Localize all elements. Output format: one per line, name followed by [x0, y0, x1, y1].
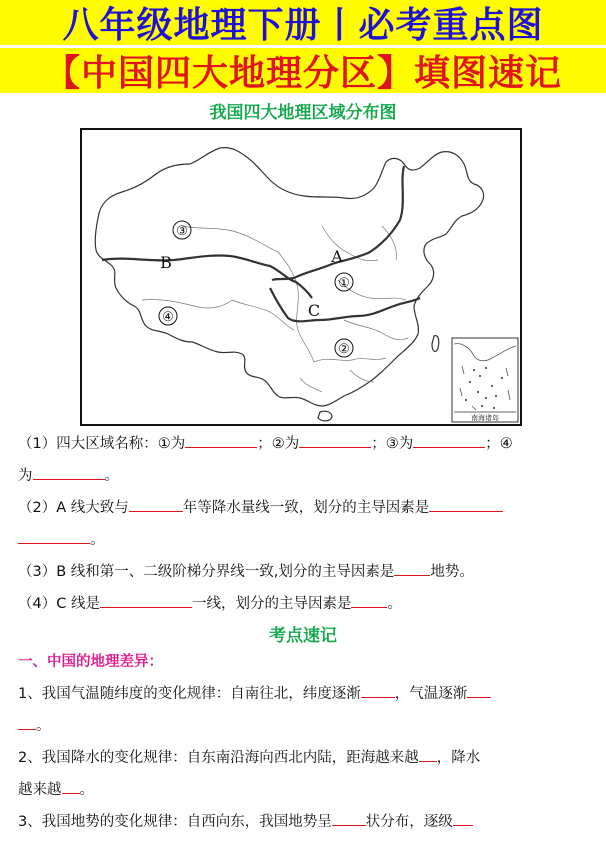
section-subtitle: 一、中国的地理差异：: [18, 654, 163, 670]
title-banner: [0, 0, 606, 45]
region-2-label: ②: [338, 342, 350, 357]
answer-blank[interactable]: [467, 684, 491, 698]
answer-blank[interactable]: [413, 434, 485, 448]
region-1-label: ①: [338, 276, 350, 291]
point-1: 1、我国气温随纬度的变化规律：自南往北，纬度逐渐 ，气温逐渐: [18, 684, 588, 704]
question-1-cont: 为 。: [18, 468, 119, 484]
answer-blank[interactable]: [33, 466, 105, 480]
answer-blank[interactable]: [62, 780, 80, 794]
point-1-cont: 。: [18, 716, 588, 736]
answer-blank[interactable]: [185, 434, 257, 448]
answer-blank[interactable]: [429, 498, 503, 512]
question-4: （4）C 线是 一线，划分的主导因素是 。: [18, 596, 402, 612]
question-1: （1）四大区域名称：①为 ；②为 ；③为 ；④: [18, 436, 513, 452]
province-borders: [142, 226, 408, 392]
line-a-label: A: [331, 247, 343, 266]
section-title: 考点速记: [269, 626, 337, 646]
answer-blank[interactable]: [361, 684, 395, 698]
point-2-cont: 越来越 。: [18, 782, 94, 798]
china-regions-map: [80, 128, 522, 426]
question-2-cont: 。: [18, 530, 588, 550]
south-china-sea-inset: [452, 338, 518, 422]
question-3: （3）B 线和第一、二级阶梯分界线一致,划分的主导因素是 地势。: [18, 564, 474, 580]
answer-blank[interactable]: [100, 594, 192, 608]
line-b-label: B: [160, 253, 172, 272]
map-title: 我国四大地理区域分布图: [209, 103, 397, 123]
answer-blank[interactable]: [129, 498, 183, 512]
region-3-label: ③: [176, 224, 188, 239]
taiwan-island: [432, 336, 439, 352]
answer-blank[interactable]: [453, 812, 473, 826]
line-c-label: C: [307, 301, 321, 320]
point-3: 3、我国地势的变化规律：自西向东，我国地势呈 状分布，逐级: [18, 812, 588, 832]
answer-blank[interactable]: [299, 434, 371, 448]
answer-blank[interactable]: [351, 594, 387, 608]
subtitle-banner: [0, 48, 606, 93]
answer-blank[interactable]: [394, 562, 430, 576]
china-outline: [95, 148, 483, 406]
answer-blank[interactable]: [18, 716, 36, 730]
line-b: [102, 255, 312, 298]
answer-blank[interactable]: [419, 748, 437, 762]
map-svg: [82, 130, 520, 424]
question-2: （2）A 线大致与 年等降水量线一致，划分的主导因素是: [18, 498, 588, 518]
answer-blank[interactable]: [18, 530, 90, 544]
region-4-label: ④: [162, 310, 174, 325]
answer-blank[interactable]: [332, 812, 366, 826]
hainan-island: [318, 411, 332, 421]
inset-caption: 南海诸岛: [471, 414, 499, 422]
sub-title: 【中国四大地理分区】填图速记: [43, 53, 562, 94]
line-c: [270, 288, 420, 321]
main-title: 八年级地理下册丨必考重点图: [62, 5, 544, 46]
point-2: 2、我国降水的变化规律：自东南沿海向西北内陆，距海越来越 ，降水: [18, 750, 481, 766]
